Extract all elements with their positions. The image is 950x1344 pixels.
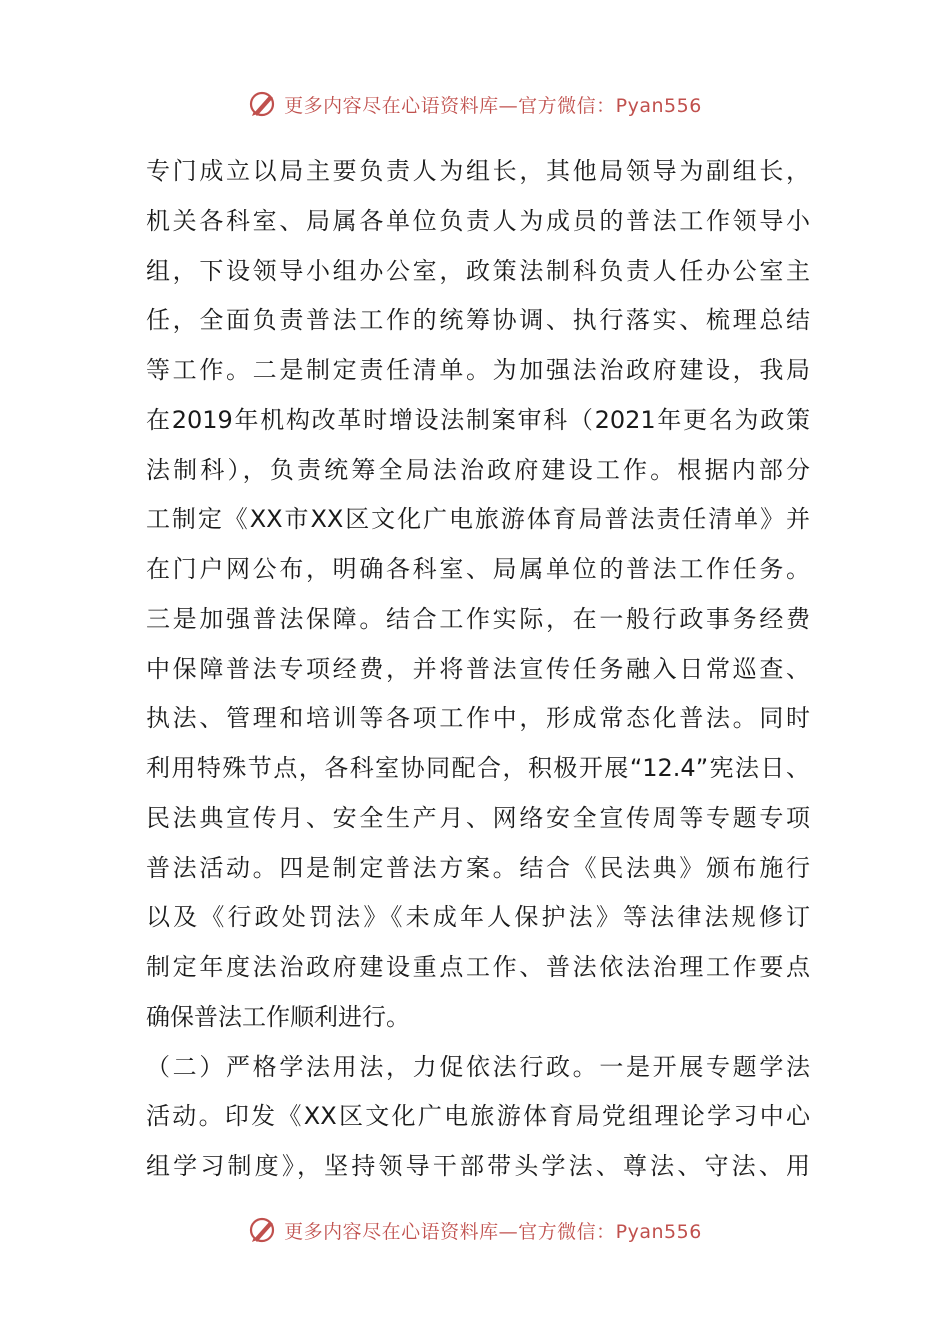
text-line: 中保障普法专项经费，并将普法宣传任务融入日常巡查、 (146, 654, 810, 683)
text-line: 在2019年机构改革时增设法制案审科（2021年更名为政策 (146, 405, 810, 434)
header-banner-text (284, 91, 702, 118)
footer-wechat-id: Pyan556 (615, 1220, 702, 1243)
text-line: 专门成立以局主要负责人为组长，其他局领导为副组长， (146, 157, 810, 185)
header-wechat-id: Pyan556 (615, 94, 702, 117)
text-line: 确保普法工作顺利进行。 (146, 1002, 410, 1031)
text-line: 等工作。二是制定责任清单。为加强法治政府建设，我局 (146, 356, 810, 384)
header-banner (0, 84, 950, 124)
pen-logo-icon (248, 89, 278, 119)
document-body (146, 147, 810, 1192)
header-banner-label: 更多内容尽在心语资料库—官方微信： (284, 94, 616, 117)
text-line: 三是加强普法保障。结合工作实际，在一般行政事务经费 (146, 604, 810, 633)
text-line: 执法、管理和培训等各项工作中，形成常态化普法。同时 (146, 704, 810, 733)
text-line: 利用特殊节点，各科室协同配合，积极开展“12.4”宪法日、 (146, 754, 810, 782)
text-line: 工制定《XX市XX区文化广电旅游体育局普法责任清单》并 (146, 505, 810, 534)
text-line: 组学习制度》，坚持领导干部带头学法、尊法、守法、用 (146, 1152, 810, 1180)
footer-banner-label: 更多内容尽在心语资料库—官方微信： (284, 1220, 616, 1243)
text-line: 普法活动。四是制定普法方案。结合《民法典》颁布施行 (146, 853, 810, 882)
text-line: 任，全面负责普法工作的统筹协调、执行落实、梳理总结 (146, 306, 810, 335)
text-line: 民法典宣传月、安全生产月、网络安全宣传周等专题专项 (146, 803, 810, 832)
text-line: 机关各科室、局属各单位负责人为成员的普法工作领导小 (146, 206, 810, 235)
footer-banner-text (284, 1217, 702, 1244)
pen-logo-icon (248, 1215, 278, 1245)
text-line: 活动。印发《XX区文化广电旅游体育局党组理论学习中心 (146, 1102, 810, 1131)
text-line: 以及《行政处罚法》《未成年人保护法》等法律法规修订 (146, 903, 810, 932)
footer-banner (0, 1210, 950, 1250)
text-line: （二）严格学法用法，力促依法行政。一是开展专题学法 (146, 1052, 810, 1081)
text-line: 组，下设领导小组办公室，政策法制科负责人任办公室主 (146, 256, 810, 285)
text-line: 法制科），负责统筹全局法治政府建设工作。根据内部分 (146, 455, 810, 484)
text-line: 制定年度法治政府建设重点工作、普法依法治理工作要点 (146, 953, 810, 981)
text-line: 在门户网公布，明确各科室、局属单位的普法工作任务。 (146, 555, 810, 583)
